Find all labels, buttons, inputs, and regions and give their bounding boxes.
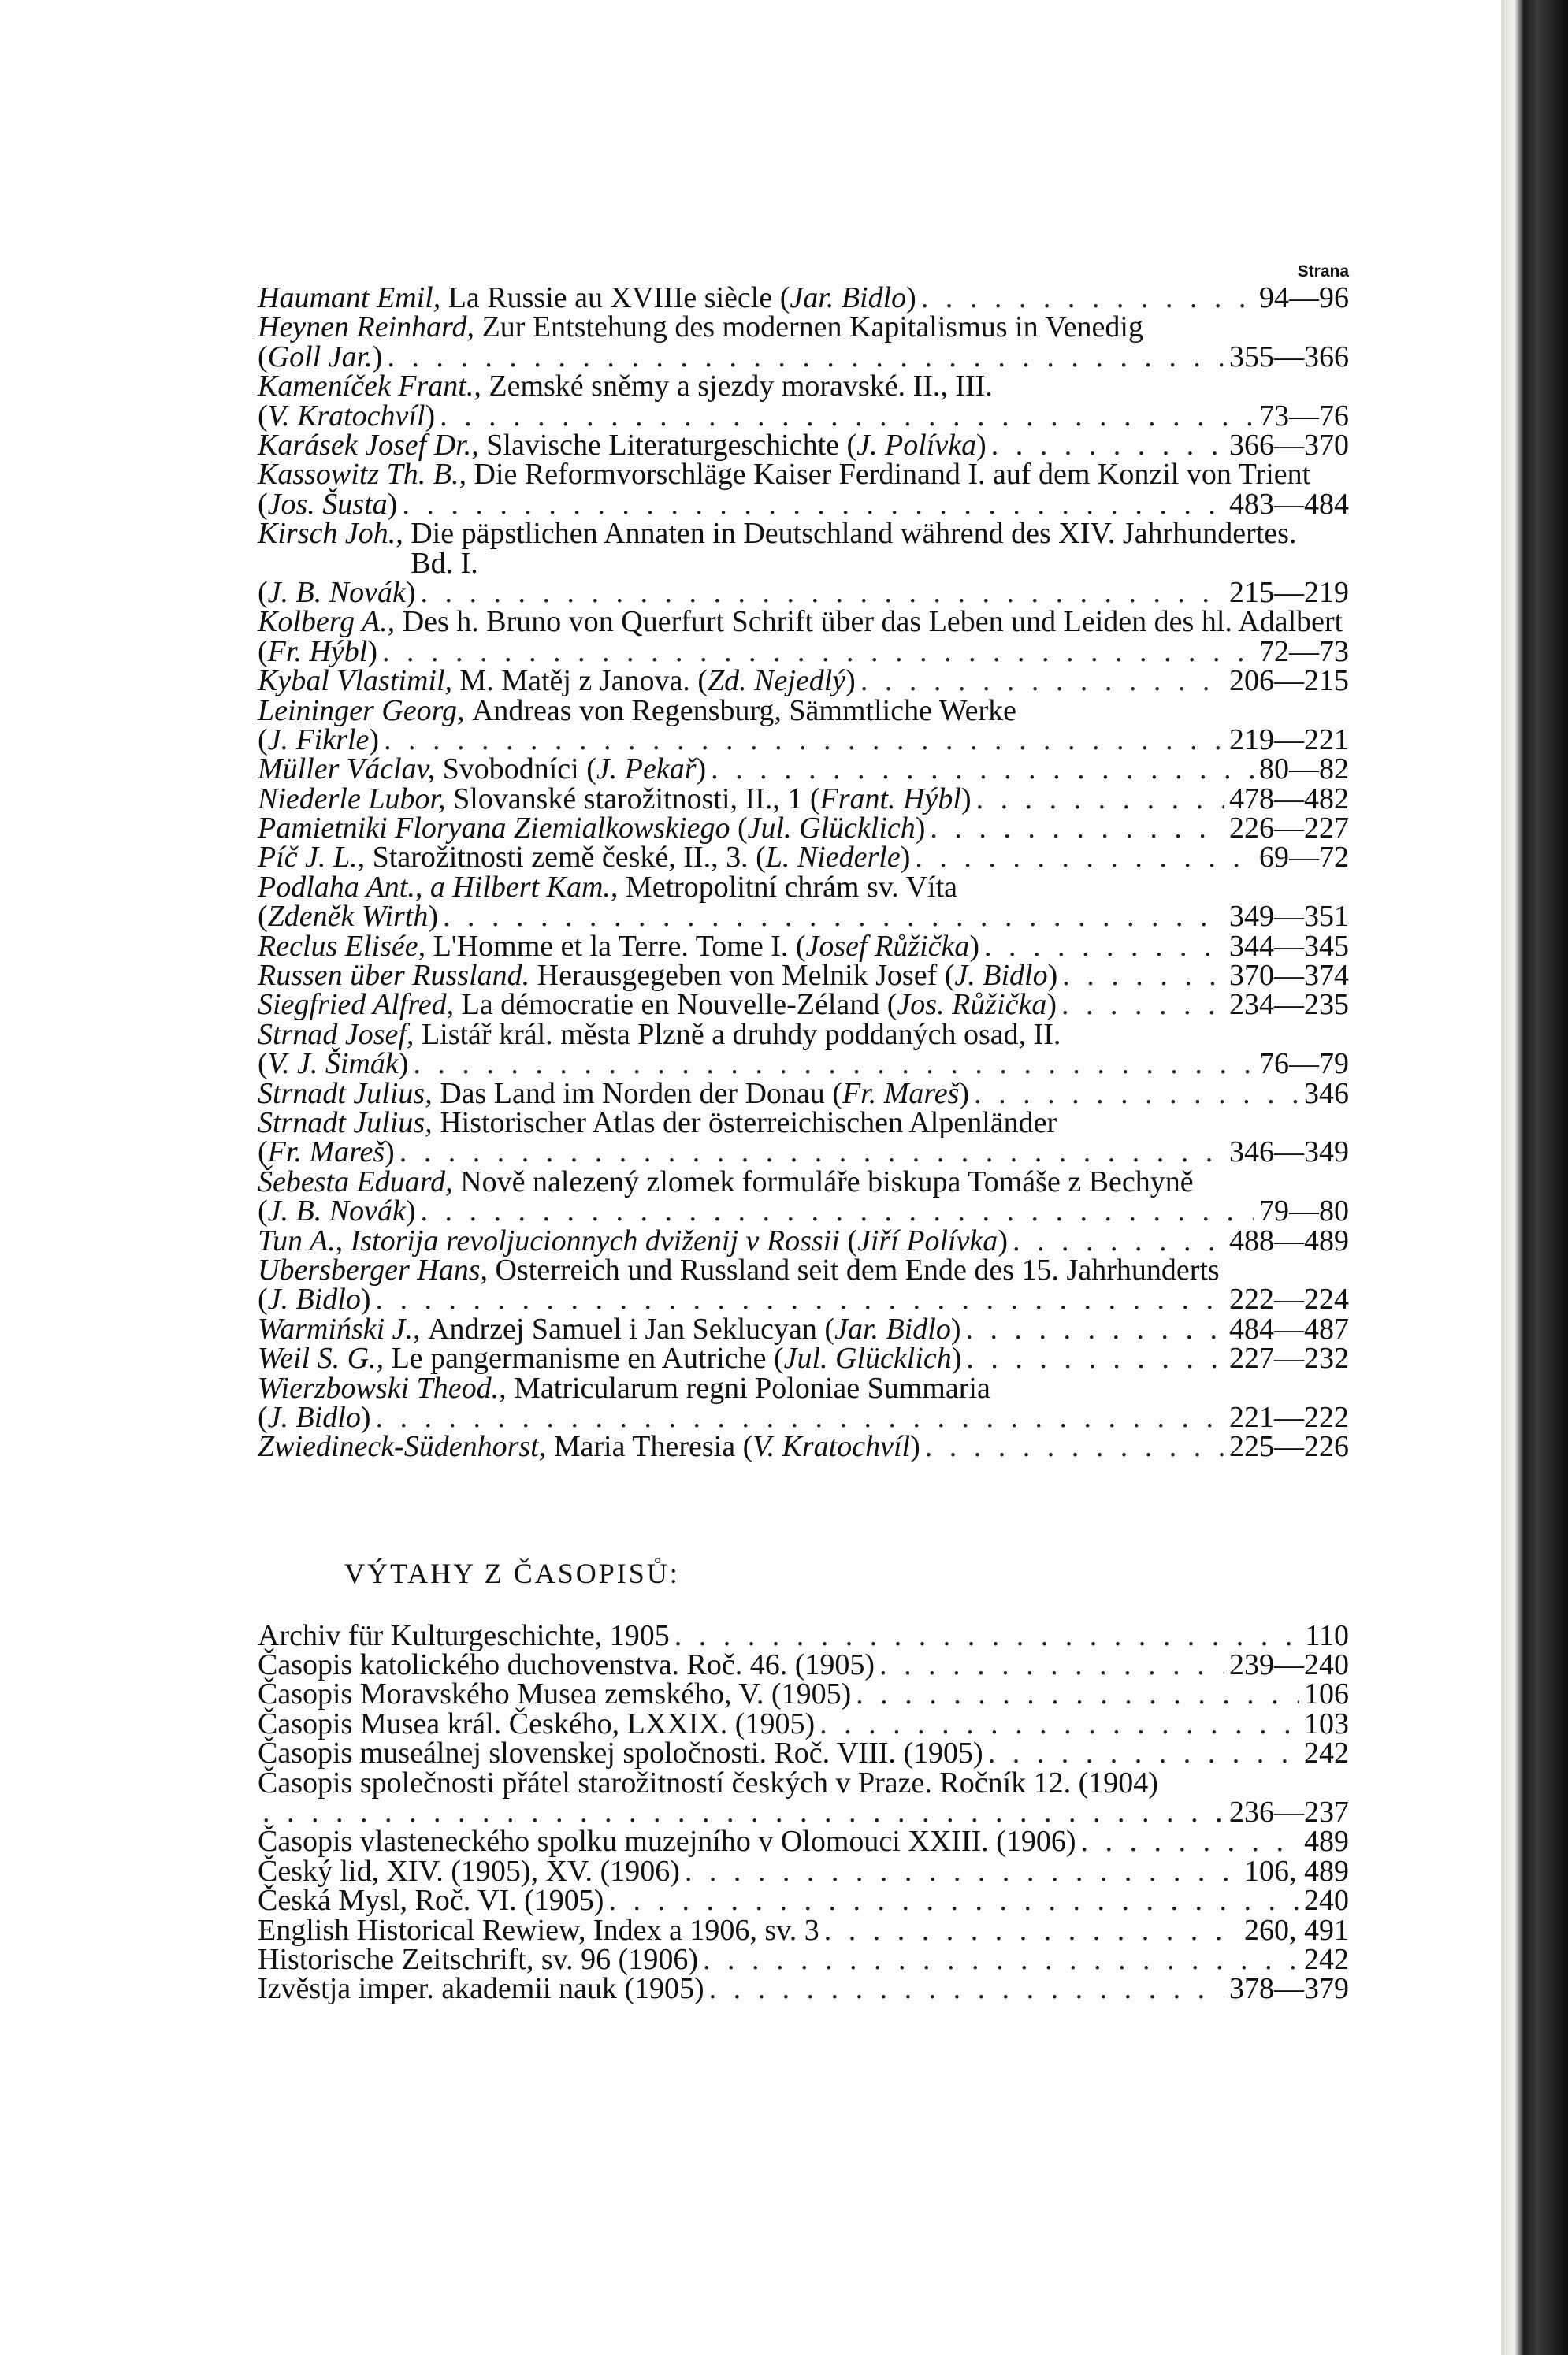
- entry-pages: 79—80: [1259, 1194, 1349, 1228]
- dot-leader: [984, 932, 1224, 961]
- entry-title: Nově nalezený zlomek formuláře biskupa Tomáše z Bechyně: [460, 1164, 1194, 1198]
- entry-reviewer: Jul. Glücklich: [783, 1342, 952, 1376]
- entry-author: Strnadt Julius,: [258, 1076, 433, 1110]
- dot-leader: [921, 284, 1254, 313]
- entry-pages: 227—232: [1229, 1342, 1349, 1376]
- dot-leader: [1062, 961, 1224, 990]
- entry-author: Reclus Elisée,: [258, 929, 426, 963]
- entry-pages: 219—221: [1229, 722, 1349, 756]
- entry-author: Pamietniki Floryana Ziemialkowskiego: [258, 812, 730, 845]
- index-content: [258, 260, 1349, 2004]
- entry-reviewer: Goll Jar.: [267, 340, 373, 373]
- entry-reviewer: J. Bidlo: [267, 1400, 361, 1434]
- dot-leader: [399, 1138, 1224, 1167]
- journal-title: Izvěstja imper. akademii nauk (1905): [258, 1972, 704, 2006]
- entry-title: Starožitnosti země české, II., 3.: [372, 841, 749, 875]
- journal-title: Časopis společnosti přátel starožitností českých v Praze. Ročník 12. (1904): [258, 1766, 1158, 1800]
- index-entry: Karásek Josef Dr., Slavische Literaturgeschichte ( J. Polívka ) . . . 366—370: [258, 431, 1349, 460]
- entry-reviewer: Zd. Nejedlý: [707, 664, 846, 698]
- entry-pages: 355—366: [1229, 340, 1349, 373]
- entry-pages: 94—96: [1259, 281, 1349, 314]
- dot-leader: [991, 431, 1224, 460]
- index-entry: Strnad Josef, Listář král. města Plzně a druhdy poddaných osad, II. ( V. J. Šimák ) . . . 76—79: [258, 1020, 1349, 1079]
- entry-author: Wierzbowski Theod.,: [258, 1371, 507, 1405]
- entry-author: Kirsch Joh.,: [258, 517, 403, 551]
- dot-leader: [685, 1857, 1239, 1886]
- list-item: [258, 1974, 1349, 2004]
- list-item: [258, 1913, 1349, 1947]
- entry-title: M. Matěj z Janova.: [459, 664, 690, 698]
- list-item: [258, 1854, 1349, 1888]
- entry-title: Svobodníci: [442, 752, 579, 786]
- entry-author: Píč J. L.,: [258, 841, 366, 875]
- list-item: [258, 1825, 1349, 1859]
- dot-leader: [1080, 1827, 1299, 1856]
- entry-author: Weil S. G.,: [258, 1342, 385, 1376]
- index-entry: Strnadt Julius, Das Land im Norden der Donau ( Fr. Mareš ) . . . 346: [258, 1079, 1349, 1109]
- entry-title: L'Homme et la Terre. Tome I.: [433, 929, 789, 963]
- index-entry: Podlaha Ant., a Hilbert Kam., Metropolitní chrám sv. Víta ( Zdeněk Wirth ) . . . 349—351: [258, 873, 1349, 932]
- entry-pages: 73—76: [1259, 399, 1349, 433]
- entry-author: Kassowitz Th. B.,: [258, 458, 467, 492]
- entry-title: Zur Entstehung des modernen Kapitalismus in Venedig: [481, 310, 1143, 344]
- page-column-label: Strana: [1297, 262, 1349, 280]
- dot-leader: [402, 490, 1224, 519]
- journal-title: Časopis museálnej slovenskej spoločnosti. Roč. VIII. (1905): [258, 1737, 983, 1770]
- entry-reviewer: Zdeněk Wirth: [267, 900, 429, 934]
- entry-title: Zemské sněmy a sjezdy moravské. II., III.: [489, 370, 993, 403]
- journal-title: Časopis vlasteneckého spolku muzejního v Olomouci XXIII. (1906): [258, 1825, 1076, 1859]
- entry-reviewer: Fr. Mareš: [267, 1135, 385, 1169]
- entry-pages: 349—351: [1229, 900, 1349, 934]
- dot-leader: [413, 1049, 1254, 1079]
- entry-reviewer: V. Kratochvíl: [267, 399, 425, 433]
- journal-title: Časopis Moravského Musea zemského, V. (1905): [258, 1677, 852, 1711]
- index-entry: Strnadt Julius, Historischer Atlas der österreichischen Alpenländer ( Fr. Mareš ) . . . 346—349: [258, 1109, 1349, 1168]
- index-entry: Píč J. L., Starožitnosti země české, II., 3. ( L. Niederle ) . . . 69—72: [258, 843, 1349, 872]
- entry-title: La démocratie en Nouvelle-Zéland: [461, 988, 880, 1022]
- dot-leader: [443, 902, 1224, 931]
- entry-author: Warmiński J.,: [258, 1312, 421, 1346]
- entry-author: Kybal Vlastimil,: [258, 664, 452, 698]
- entry-reviewer: J. B. Novák: [267, 1194, 406, 1228]
- list-item: [258, 1943, 1349, 1977]
- entry-pages: 478—482: [1229, 782, 1349, 815]
- entry-pages: 76—79: [1259, 1047, 1349, 1081]
- journal-pages: 103: [1304, 1707, 1349, 1740]
- index-entry: Russen über Russland. Herausgegeben von Melnik Josef ( J. Bidlo ) . . . 370—374: [258, 961, 1349, 990]
- entry-title: Listář král. města Plzně a druhdy poddaných osad, II.: [421, 1017, 1061, 1051]
- dot-leader: [376, 1285, 1224, 1314]
- scan-edge: [1501, 0, 1568, 2355]
- entry-reviewer: J. Pekař: [596, 752, 697, 786]
- dot-leader: [930, 814, 1224, 843]
- entry-author: Zwiedineck-Südenhorst,: [258, 1430, 547, 1464]
- entry-pages: 225—226: [1229, 1430, 1349, 1464]
- entry-author: Podlaha Ant., a Hilbert Kam.,: [258, 870, 619, 904]
- index-entry: Warmiński J., Andrzej Samuel i Jan Seklucyan ( Jar. Bidlo ) . . . 484—487: [258, 1315, 1349, 1344]
- entry-pages: 226—227: [1229, 812, 1349, 845]
- entry-reviewer: J. Polívka: [856, 428, 977, 462]
- index-entry: Kassowitz Th. B., Die Reformvorschläge Kaiser Ferdinand I. auf dem Konzil von Trient ( Jos. Šusta ) . . . 483—484: [258, 460, 1349, 519]
- entry-title: Herausgegeben von Melnik Josef: [537, 959, 938, 993]
- entry-pages: 370—374: [1229, 959, 1349, 993]
- journal-title: Historische Zeitschrift, sv. 96 (1906): [258, 1943, 698, 1977]
- list-item: [258, 1618, 1349, 1652]
- entry-pages: 80—82: [1259, 752, 1349, 786]
- list-item: [258, 1677, 1349, 1711]
- entry-title: Metropolitní chrám sv. Víta: [625, 870, 958, 904]
- entry-title: Matricularum regni Poloniae Summaria: [514, 1371, 990, 1405]
- index-entry: Kolberg A., Des h. Bruno von Querfurt Schrift über das Leben und Leiden des hl. Adalbert ( Fr. Hýbl ) . . . 72—73: [258, 607, 1349, 667]
- entry-title: Slavische Literaturgeschichte: [486, 428, 840, 462]
- entry-title: Historischer Atlas der österreichischen Alpenländer: [440, 1105, 1057, 1139]
- entry-reviewer: Jiří Polívka: [856, 1224, 998, 1257]
- list-item: [258, 1739, 1349, 1768]
- entry-title: Andrzej Samuel i Jan Seklucyan: [428, 1312, 817, 1346]
- journal-title: Český lid, XIV. (1905), XV. (1906): [258, 1854, 680, 1888]
- journal-pages: 489: [1304, 1825, 1349, 1859]
- dot-leader: [703, 1945, 1299, 1974]
- entry-reviewer: Jos. Růžička: [897, 988, 1047, 1022]
- entry-reviewer: J. Bidlo: [954, 959, 1048, 993]
- journal-pages: 106: [1304, 1677, 1349, 1711]
- journal-pages: 239—240: [1229, 1648, 1349, 1682]
- entry-reviewer: J. B. Novák: [267, 575, 406, 609]
- dot-leader: [974, 1079, 1299, 1109]
- index-entry: Kirsch Joh., Die päpstlichen Annaten in Deutschland während des XIV. Jahrhundertes. Bd. I. ( J. B. Novák ) . . . 215—219: [258, 519, 1349, 607]
- dot-leader: [376, 1403, 1224, 1432]
- dot-leader: [674, 1621, 1301, 1651]
- dot-leader: [384, 726, 1224, 755]
- entry-author: Siegfried Alfred,: [258, 988, 455, 1022]
- entry-author: Ubersberger Hans,: [258, 1253, 489, 1287]
- journal-pages: 236—237: [1229, 1796, 1349, 1829]
- dot-leader: [1061, 990, 1224, 1020]
- journal-pages: 106, 489: [1244, 1854, 1349, 1888]
- entry-title: La Russie au XVIIIe siècle: [448, 281, 773, 314]
- dot-leader: [824, 1916, 1239, 1945]
- entry-title: Des h. Bruno von Querfurt Schrift über das Leben und Leiden des hl. Adalbert: [402, 605, 1343, 639]
- entry-pages: 346: [1304, 1076, 1349, 1110]
- list-item: [258, 1648, 1349, 1682]
- entry-reviewer: V. J. Šimák: [267, 1047, 399, 1081]
- entry-pages: 72—73: [1259, 634, 1349, 668]
- entry-reviewer: L. Niederle: [765, 841, 901, 875]
- entry-reviewer: Josef Růžička: [805, 929, 970, 963]
- entry-author: Russen über Russland.: [258, 959, 530, 993]
- journal-title: Archiv für Kulturgeschichte, 1905: [258, 1618, 670, 1652]
- journal-pages: 240: [1304, 1884, 1349, 1918]
- journal-title: Česká Mysl, Roč. VI. (1905): [258, 1884, 604, 1918]
- entry-pages: 222—224: [1229, 1283, 1349, 1317]
- index-entry: Kameníček Frant., Zemské sněmy a sjezdy moravské. II., III. ( V. Kratochvíl ) . . . 73—76: [258, 372, 1349, 431]
- list-item: [258, 1884, 1349, 1918]
- entry-reviewer: Jar. Bidlo: [834, 1312, 951, 1346]
- index-entry: Ubersberger Hans, Osterreich und Russland seit dem Ende des 15. Jahrhunderts ( J. Bidlo ) . . . 222—224: [258, 1256, 1349, 1315]
- entry-pages: 234—235: [1229, 988, 1349, 1022]
- entry-title: Die päpstlichen Annaten in Deutschland während des XIV. Jahrhundertes. Bd. I.: [411, 517, 1297, 580]
- entry-pages: 484—487: [1229, 1312, 1349, 1346]
- entry-author: Niederle Lubor,: [258, 782, 446, 815]
- entry-author: Šebesta Eduard,: [258, 1164, 453, 1198]
- dot-leader: [420, 1197, 1254, 1226]
- index-entry: Pamietniki Floryana Ziemialkowskiego ( Jul. Glücklich ) . . . 226—227: [258, 814, 1349, 843]
- index-entry: Zwiedineck-Südenhorst, Maria Theresia ( V. Kratochvíl ) . . . 225—226: [258, 1432, 1349, 1462]
- dot-leader: [856, 1680, 1299, 1709]
- dot-leader: [440, 402, 1254, 431]
- index-entry: Niederle Lubor, Slovanské starožitnosti, II., 1 ( Frant. Hýbl ) . . . 478—482: [258, 785, 1349, 814]
- entry-reviewer: Fr. Mareš: [842, 1076, 960, 1110]
- entry-author: Kolberg A.,: [258, 605, 396, 639]
- journal-title: Časopis Musea král. Českého, LXXIX. (1905): [258, 1707, 816, 1740]
- entry-reviewer: V. Kratochvíl: [752, 1430, 911, 1464]
- entry-title: Maria Theresia: [553, 1430, 736, 1464]
- dot-leader: [925, 1432, 1224, 1462]
- index-entry: Šebesta Eduard, Nově nalezený zlomek formuláře biskupa Tomáše z Bechyně ( J. B. Novák ) . . . 79—80: [258, 1168, 1349, 1227]
- journal-pages: 110: [1305, 1618, 1349, 1652]
- dot-leader: [262, 1798, 1224, 1827]
- entry-pages: 483—484: [1229, 487, 1349, 521]
- entry-pages: 221—222: [1229, 1400, 1349, 1434]
- entry-reviewer: J. Bidlo: [267, 1283, 361, 1317]
- entry-title: Andreas von Regensburg, Sämmtliche Werke: [471, 693, 1016, 727]
- list-item: [258, 1707, 1349, 1740]
- entry-pages: 206—215: [1229, 664, 1349, 698]
- entry-author: Leininger Georg,: [258, 693, 465, 727]
- dot-leader: [879, 1651, 1224, 1680]
- journal-pages: 378—379: [1229, 1972, 1349, 2006]
- section-heading: VÝTAHY Z ČASOPISŮ:: [344, 1557, 680, 1589]
- entry-title: Das Land im Norden der Donau: [440, 1076, 825, 1110]
- journal-pages: 242: [1304, 1943, 1349, 1977]
- index-entry: Wierzbowski Theod., Matricularum regni Poloniae Summaria ( J. Bidlo ) . . . 221—222: [258, 1374, 1349, 1433]
- entry-author: Strnad Josef,: [258, 1017, 414, 1051]
- entry-author: Heynen Reinhard,: [258, 310, 475, 344]
- index-entry: Müller Václav, Svobodníci ( J. Pekař ) . . . 80—82: [258, 755, 1349, 784]
- dot-leader: [988, 1739, 1299, 1768]
- entry-pages: 215—219: [1229, 575, 1349, 609]
- entry-reviewer: Jos. Šusta: [267, 487, 388, 521]
- dot-leader: [915, 843, 1254, 872]
- entry-pages: 69—72: [1259, 841, 1349, 875]
- index-entry: Heynen Reinhard, Zur Entstehung des modernen Kapitalismus in Venedig ( Goll Jar. ) . . . 355—366: [258, 313, 1349, 372]
- entry-author: Tun A., Istorija revoljucionnych dviženij v Rossii: [258, 1224, 840, 1257]
- entry-pages: 346—349: [1229, 1135, 1349, 1169]
- entry-author: Karásek Josef Dr.,: [258, 428, 479, 462]
- entry-author: Strnadt Julius,: [258, 1105, 433, 1139]
- dot-leader: [420, 578, 1224, 607]
- dot-leader: [711, 755, 1254, 784]
- entry-author: Haumant Emil,: [258, 281, 441, 314]
- entry-pages: 366—370: [1229, 428, 1349, 462]
- entry-reviewer: Jar. Bidlo: [790, 281, 907, 314]
- journal-title: Časopis katolického duchovenstva. Roč. 46. (1905): [258, 1648, 875, 1682]
- dot-leader: [966, 1315, 1224, 1344]
- journal-title: English Historical Rewiew, Index a 1906, sv. 3: [258, 1913, 819, 1947]
- dot-leader: [966, 1344, 1224, 1373]
- entry-reviewer: Jul. Glücklich: [747, 812, 916, 845]
- journal-pages: 242: [1304, 1737, 1349, 1770]
- dot-leader: [819, 1710, 1299, 1739]
- entry-reviewer: Frant. Hýbl: [819, 782, 961, 815]
- index-entry: Weil S. G., Le pangermanisme en Autriche ( Jul. Glücklich ) . . . 227—232: [258, 1344, 1349, 1373]
- index-entry: Leininger Georg, Andreas von Regensburg, Sämmtliche Werke ( J. Fikrle ) . . . 219—221: [258, 696, 1349, 756]
- entry-title: Le pangermanisme en Autriche: [391, 1342, 767, 1376]
- index-entry: Siegfried Alfred, La démocratie en Nouvelle-Zéland ( Jos. Růžička ) . . . 234—235: [258, 990, 1349, 1020]
- journal-extracts-list: [258, 1618, 1349, 2006]
- entry-title: Osterreich und Russland seit dem Ende des 15. Jahrhunderts: [495, 1253, 1220, 1287]
- dot-leader: [387, 343, 1224, 372]
- dot-leader: [382, 637, 1254, 667]
- entry-title: Slovanské starožitnosti, II., 1: [453, 782, 803, 815]
- entry-pages: 344—345: [1229, 929, 1349, 963]
- entry-reviewer: Fr. Hýbl: [267, 634, 368, 668]
- index-entry: Kybal Vlastimil, M. Matěj z Janova. ( Zd. Nejedlý ) . . . 206—215: [258, 667, 1349, 696]
- entry-author: Kameníček Frant.,: [258, 370, 481, 403]
- index-entry: Haumant Emil, La Russie au XVIIIe siècle ( Jar. Bidlo ) . . . 94—96: [258, 284, 1349, 313]
- list-item: [258, 1766, 1349, 1829]
- journal-pages: 260, 491: [1244, 1913, 1349, 1947]
- dot-leader: [860, 667, 1224, 696]
- dot-leader: [1013, 1227, 1224, 1256]
- entry-title: Die Reformvorschläge Kaiser Ferdinand I. auf dem Konzil von Trient: [474, 458, 1311, 492]
- index-entry: Tun A., Istorija revoljucionnych dviženij v Rossii ( Jiří Polívka ) . . . 488—489: [258, 1227, 1349, 1256]
- dot-leader: [709, 1974, 1224, 2004]
- entry-reviewer: J. Fikrle: [267, 722, 370, 756]
- dot-leader: [608, 1886, 1299, 1915]
- entry-author: Müller Václav,: [258, 752, 436, 786]
- entry-pages: 488—489: [1229, 1224, 1349, 1257]
- index-entry: Reclus Elisée, L'Homme et la Terre. Tome I. ( Josef Růžička ) . . . 344—345: [258, 932, 1349, 961]
- dot-leader: [976, 785, 1224, 814]
